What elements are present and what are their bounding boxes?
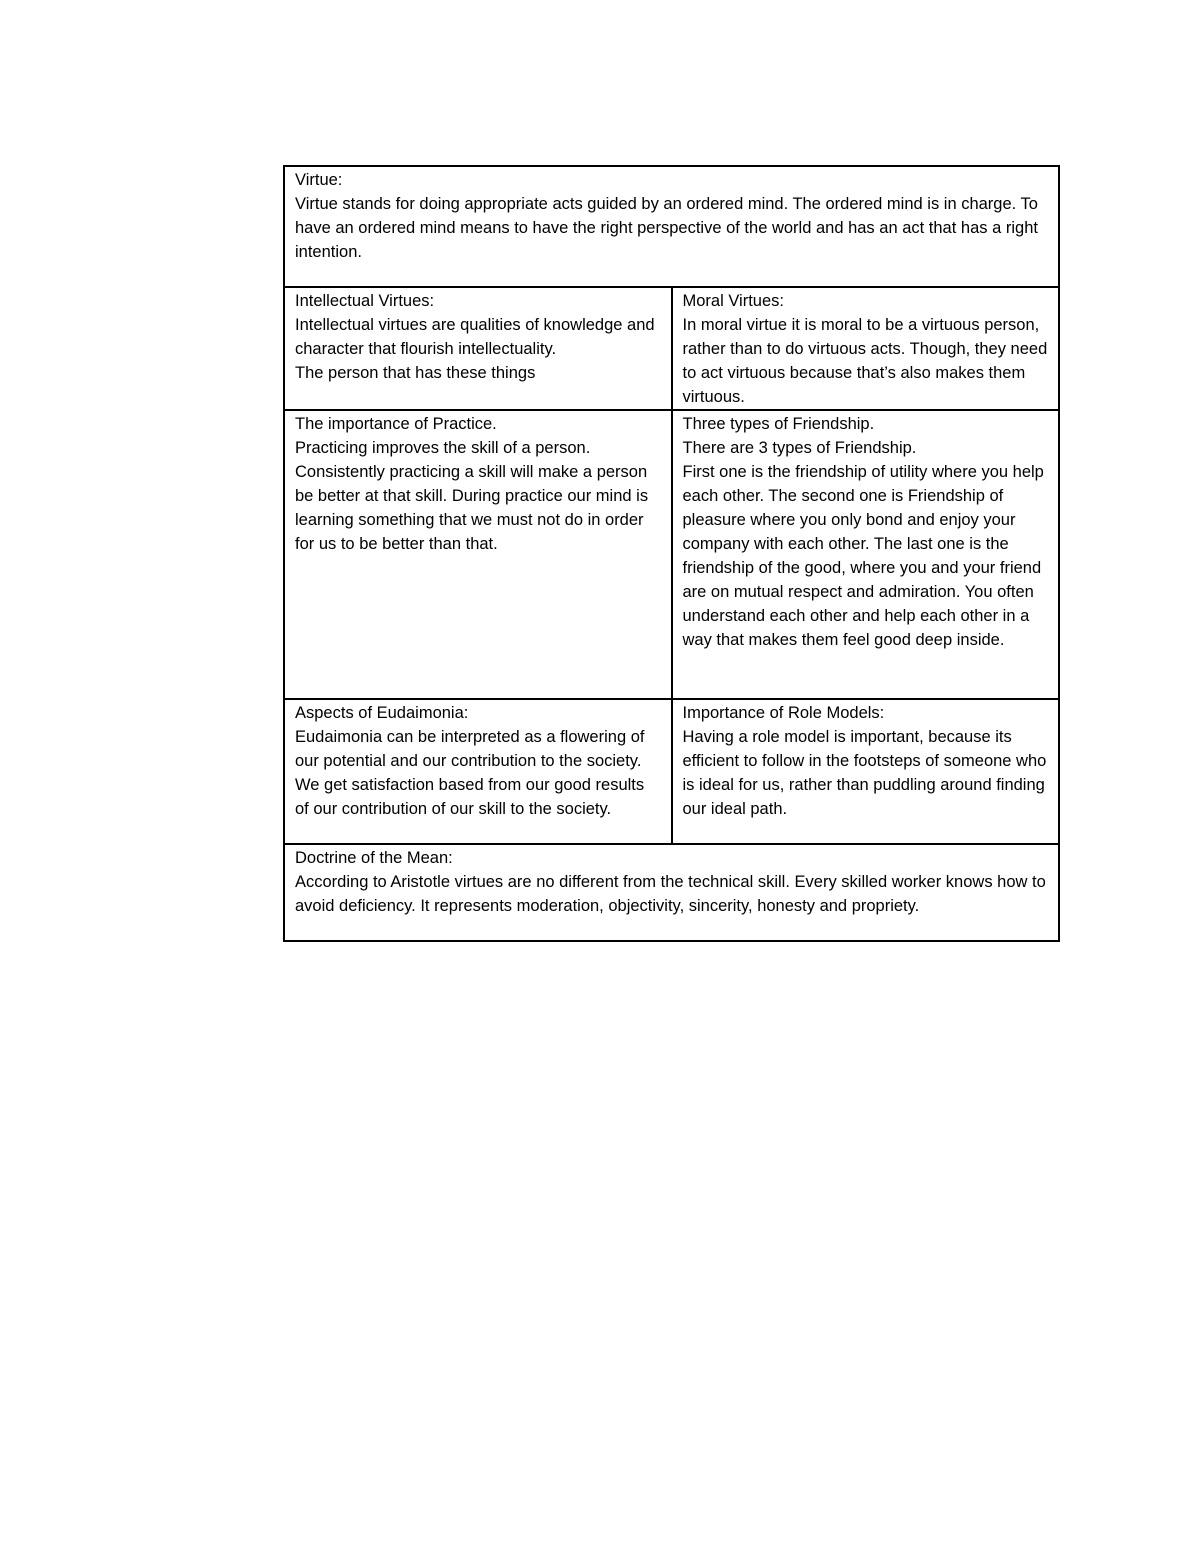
table-row xyxy=(284,699,1059,844)
moral-virtues-cell xyxy=(672,287,1060,410)
three-types-of-friendship-title: Three types of Friendship. xyxy=(682,415,875,433)
importance-of-role-models-title: Importance of Role Models: xyxy=(682,704,885,722)
intellectual-virtues-cell xyxy=(284,287,672,410)
three-types-of-friendship-cell xyxy=(672,410,1060,699)
aspects-of-eudaimonia-cell xyxy=(284,699,672,844)
moral-virtues-body: In moral virtue it is moral to be a virtuous person, rather than to do virtuous acts. Though, they need to act virtuous because that’s also makes them virtuous. xyxy=(682,316,1048,406)
doctrine-of-the-mean-cell xyxy=(284,844,1059,941)
importance-of-practice-title: The importance of Practice. xyxy=(295,415,497,433)
virtue-cell xyxy=(284,166,1059,287)
intellectual-virtues-title: Intellectual Virtues: xyxy=(295,292,435,310)
virtue-body: Virtue stands for doing appropriate acts guided by an ordered mind. The ordered mind is in charge. To have an ordered mind means to have the right perspective of the world and has an act that has a right intention. xyxy=(295,195,1038,261)
table-row xyxy=(284,410,1059,699)
moral-virtues-title: Moral Virtues: xyxy=(682,292,784,310)
virtue-title: Virtue: xyxy=(295,171,343,189)
doctrine-of-the-mean-body: According to Aristotle virtues are no different from the technical skill. Every skilled worker knows how to avoid deficiency. It represents moderation, objectivity, sincerity, honesty and propriety. xyxy=(295,873,1046,915)
aspects-of-eudaimonia-body: Eudaimonia can be interpreted as a flowering of our potential and our contribution to the society. We get satisfaction based from our good results of our contribution of our skill to the society. xyxy=(295,728,645,818)
doctrine-of-the-mean-title: Doctrine of the Mean: xyxy=(295,849,453,867)
importance-of-role-models-body: Having a role model is important, because its efficient to follow in the footsteps of someone who is ideal for us, rather than puddling around finding our ideal path. xyxy=(682,728,1047,818)
importance-of-practice-body: Practicing improves the skill of a person. Consistently practicing a skill will make a person be better at that skill. During practice our mind is learning something that we must not do in order for us to be better than that. xyxy=(295,439,649,553)
table-row xyxy=(284,166,1059,287)
intellectual-virtues-body: Intellectual virtues are qualities of knowledge and character that flourish intellectuality. The person that has these things xyxy=(295,316,655,382)
virtue-table xyxy=(283,165,1060,942)
table-row xyxy=(284,844,1059,941)
aspects-of-eudaimonia-title: Aspects of Eudaimonia: xyxy=(295,704,469,722)
importance-of-role-models-cell xyxy=(672,699,1060,844)
three-types-of-friendship-body: There are 3 types of Friendship. First one is the friendship of utility where you help each other. The second one is Friendship of pleasure where you only bond and enjoy your company with each other. The last one is the friendship of the good, where you and your friend are on mutual respect and admiration. You often understand each other and help each other in a way that makes them feel good deep inside. xyxy=(682,439,1044,649)
importance-of-practice-cell xyxy=(284,410,672,699)
table-row xyxy=(284,287,1059,410)
